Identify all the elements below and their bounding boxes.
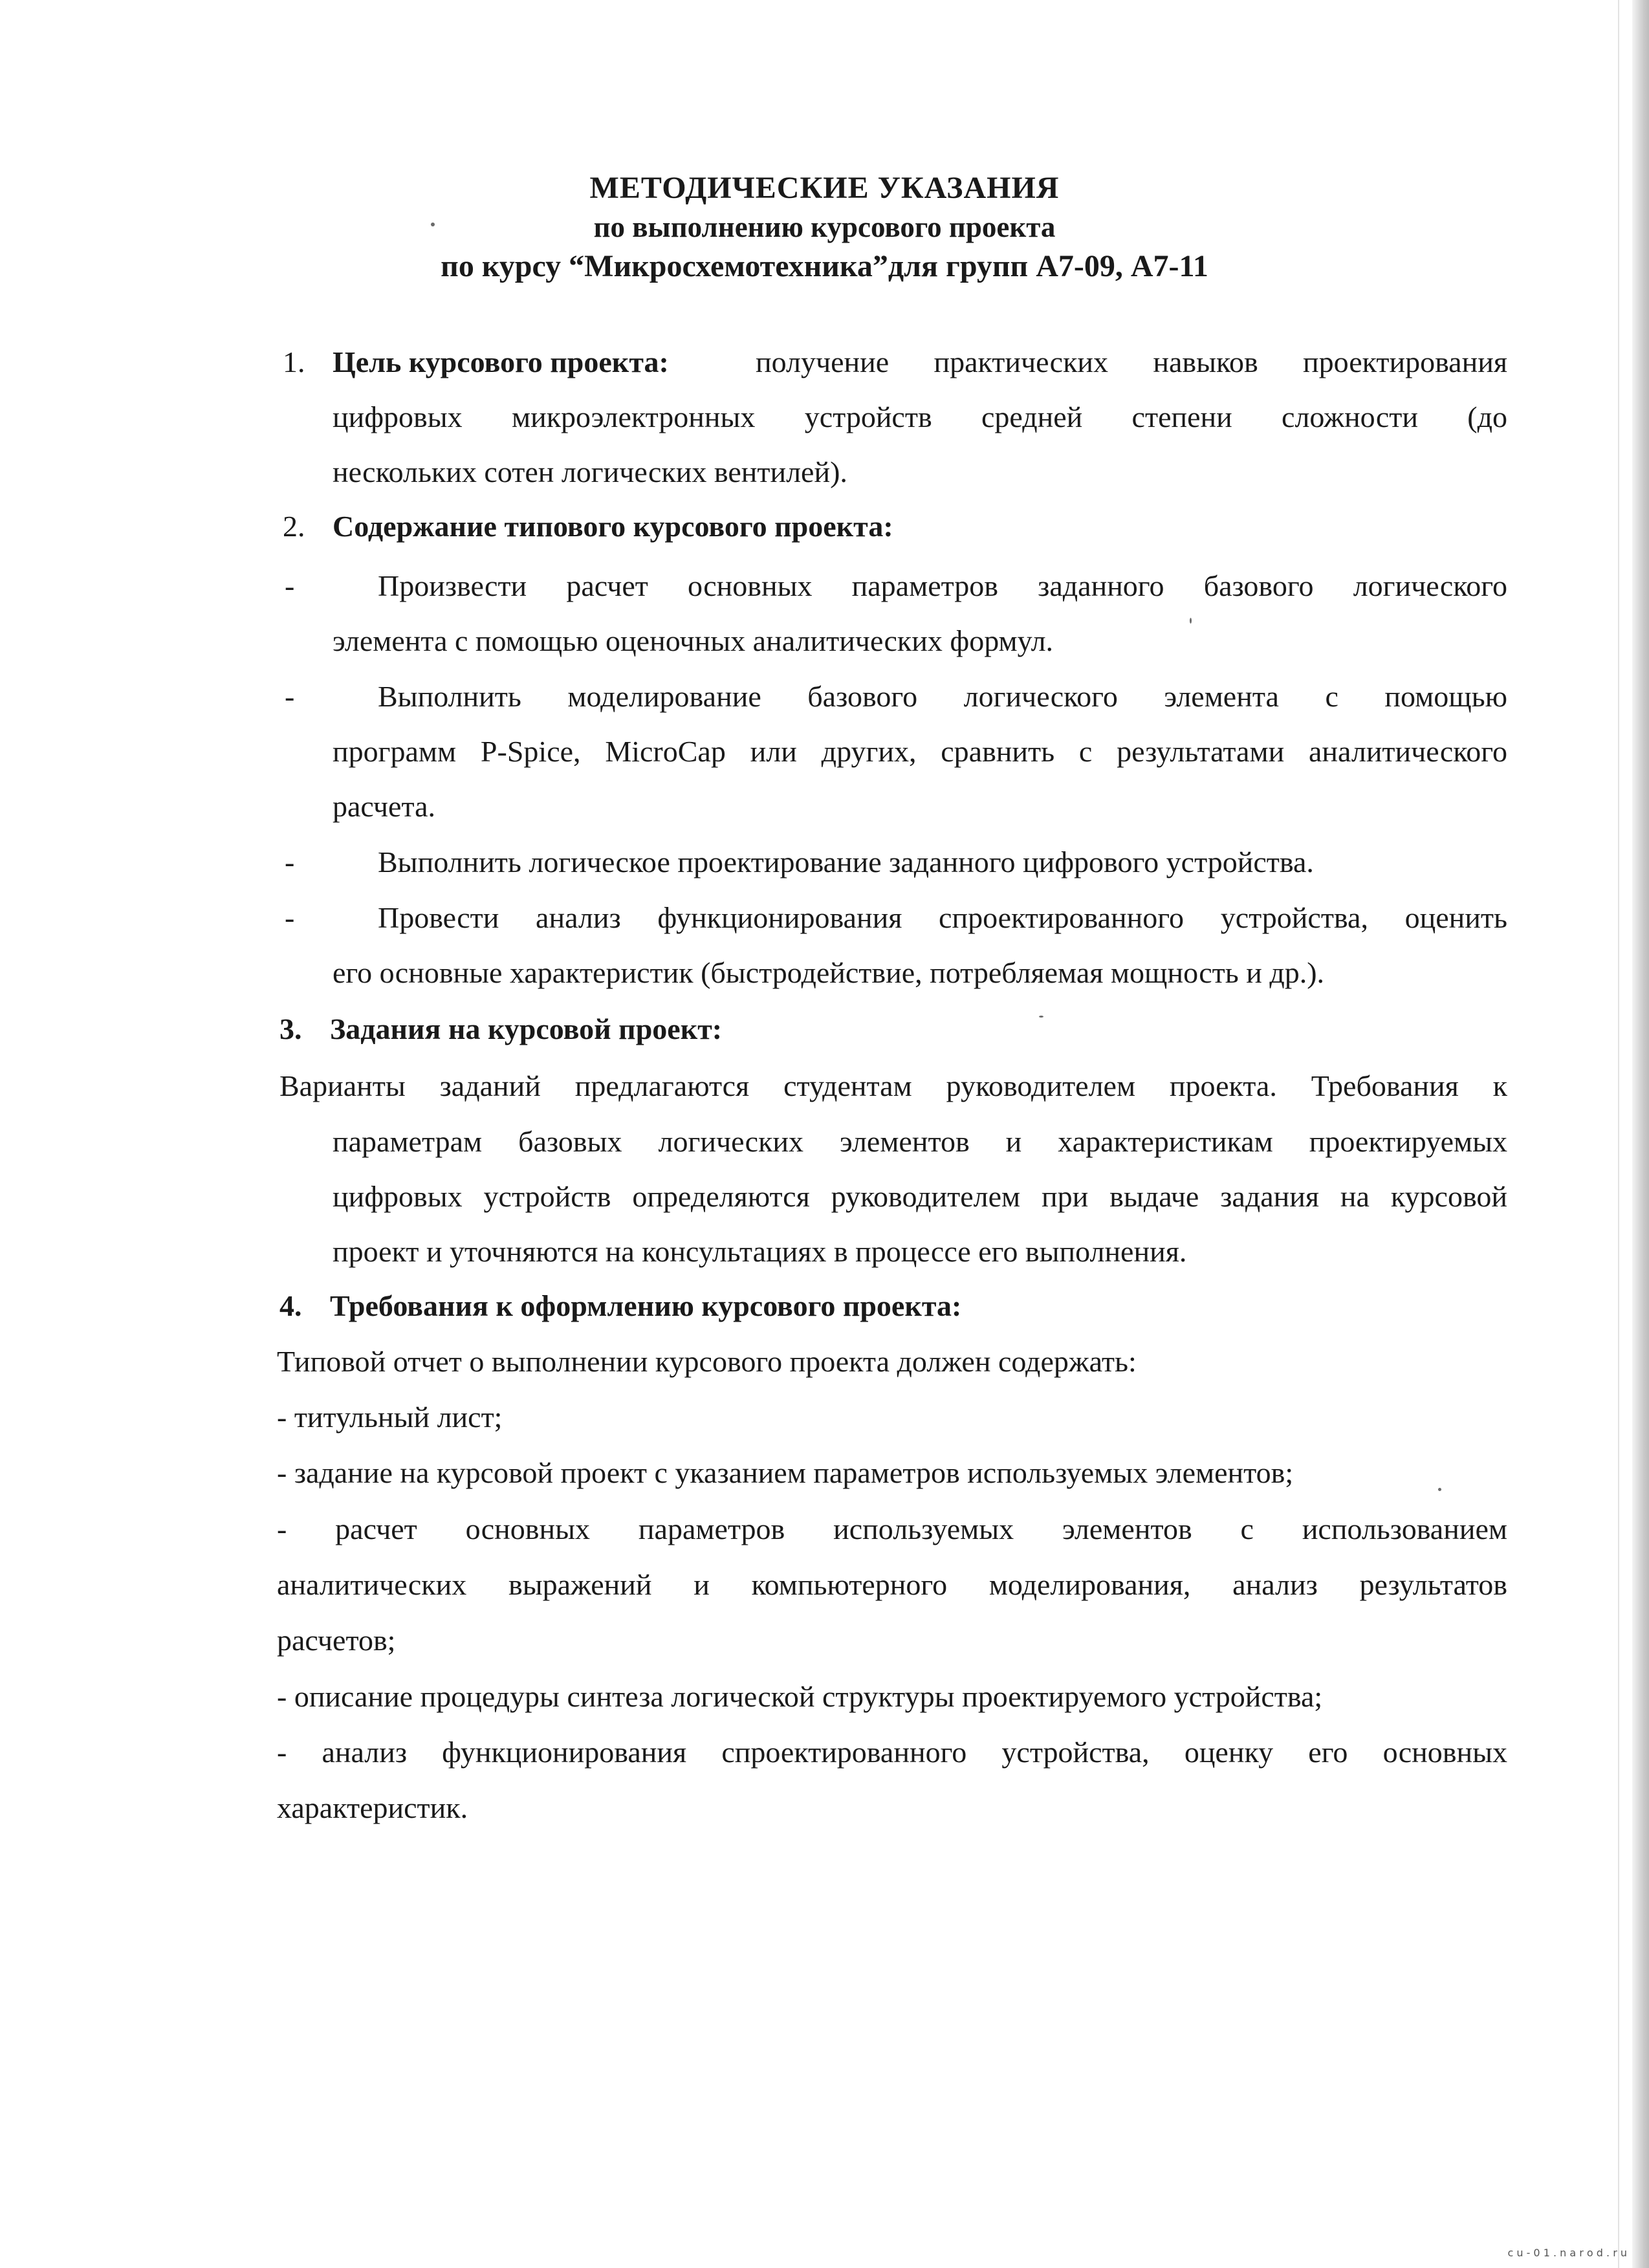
section-2-item-2-line-3: расчета. [333,790,436,823]
scan-speck [431,223,435,226]
section-2-item-3-dash: - [285,845,295,878]
section-3-line-1: Варианты заданий предлагаются студентам руководителем проекта. Требования к [279,1069,1507,1102]
scan-speck [1438,1488,1441,1491]
section-2-item-1-line-2: элемента с помощью оценочных аналитических формул. [333,624,1054,657]
section-4-item-analysis-line-2: характеристик. [277,1791,468,1824]
section-1-heading [333,347,669,377]
section-4-item-assignment: - задание на курсовой проект с указанием параметров используемых элементов; [277,1456,1294,1489]
section-2-item-4-line-2: его основные характеристик (быстродействие, потребляемая мощность и др.). [333,956,1325,989]
section-2-item-4-line-1: Провести анализ функционирования спроектированного устройства, оценить [378,901,1507,934]
section-1-line-2: цифровых микроэлектронных устройств средней степени сложности (до [333,400,1507,433]
section-1-heading-bold: Цель курсового проекта: [333,345,669,378]
section-2-item-3-line-1: Выполнить логическое проектирование заданного цифрового устройства. [378,845,1314,878]
section-1-line-1: получение практических навыков проектирования [756,345,1507,378]
section-2-item-1-line-1: Произвести расчет основных параметров заданного базового логического [378,569,1507,602]
section-4-heading: Требования к оформлению курсового проекта: [330,1289,962,1322]
section-2-item-2-line-1: Выполнить моделирование базового логического элемента с помощью [378,680,1507,713]
section-4-intro: Типовой отчет о выполнении курсового проекта должен содержать: [277,1345,1137,1378]
document-subtitle: по выполнению курсового проекта [593,211,1056,243]
scan-edge-shadow [1632,0,1649,2268]
section-3-heading: Задания на курсовой проект: [330,1012,723,1045]
section-3-line-2: параметрам базовых логических элементов и характеристикам проектируемых [333,1125,1507,1158]
section-4-item-calc-line-3: расчетов; [277,1624,396,1657]
section-4-item-analysis-line-1: - анализ функционирования спроектированного устройства, оценку его основных [277,1736,1507,1769]
section-1-number: 1. [283,345,305,378]
scan-speck [1039,1016,1043,1018]
document-title: МЕТОДИЧЕСКИЕ УКАЗАНИЯ [589,171,1060,205]
document-course-line: по курсу “Микросхемотехника”для групп А7-09, А7-11 [441,249,1208,283]
section-4-item-synthesis: - описание процедуры синтеза логической структуры проектируемого устройства; [277,1680,1323,1713]
section-1-line-3: нескольких сотен логических вентилей). [333,455,847,488]
section-2-item-2-dash: - [285,680,295,713]
scan-speck [1190,618,1192,624]
section-2-number: 2. [283,510,305,543]
section-3-line-3: цифровых устройств определяются руководителем при выдаче задания на курсовой [333,1180,1507,1213]
section-4-item-calc-line-1: - расчет основных параметров используемых элементов с использованием [277,1512,1507,1545]
scan-edge-line [1618,0,1619,2268]
footer-stamp: c u - 0 1 . n a r o d . r u [1507,2247,1627,2259]
section-4-number: 4. [279,1289,302,1322]
section-4-item-title-page: - титульный лист; [277,1401,503,1434]
section-2-item-2-line-2: программ P-Spice, MicroCap или других, сравнить с результатами аналитического [333,735,1507,768]
section-2-item-1-dash: - [285,569,295,602]
section-3-number: 3. [279,1012,302,1045]
section-2-item-4-dash: - [285,901,295,934]
section-3-line-4: проект и уточняются на консультациях в процессе его выполнения. [333,1235,1187,1268]
section-4-item-calc-line-2: аналитических выражений и компьютерного моделирования, анализ результатов [277,1568,1507,1601]
section-2-heading: Содержание типового курсового проекта: [333,510,893,543]
